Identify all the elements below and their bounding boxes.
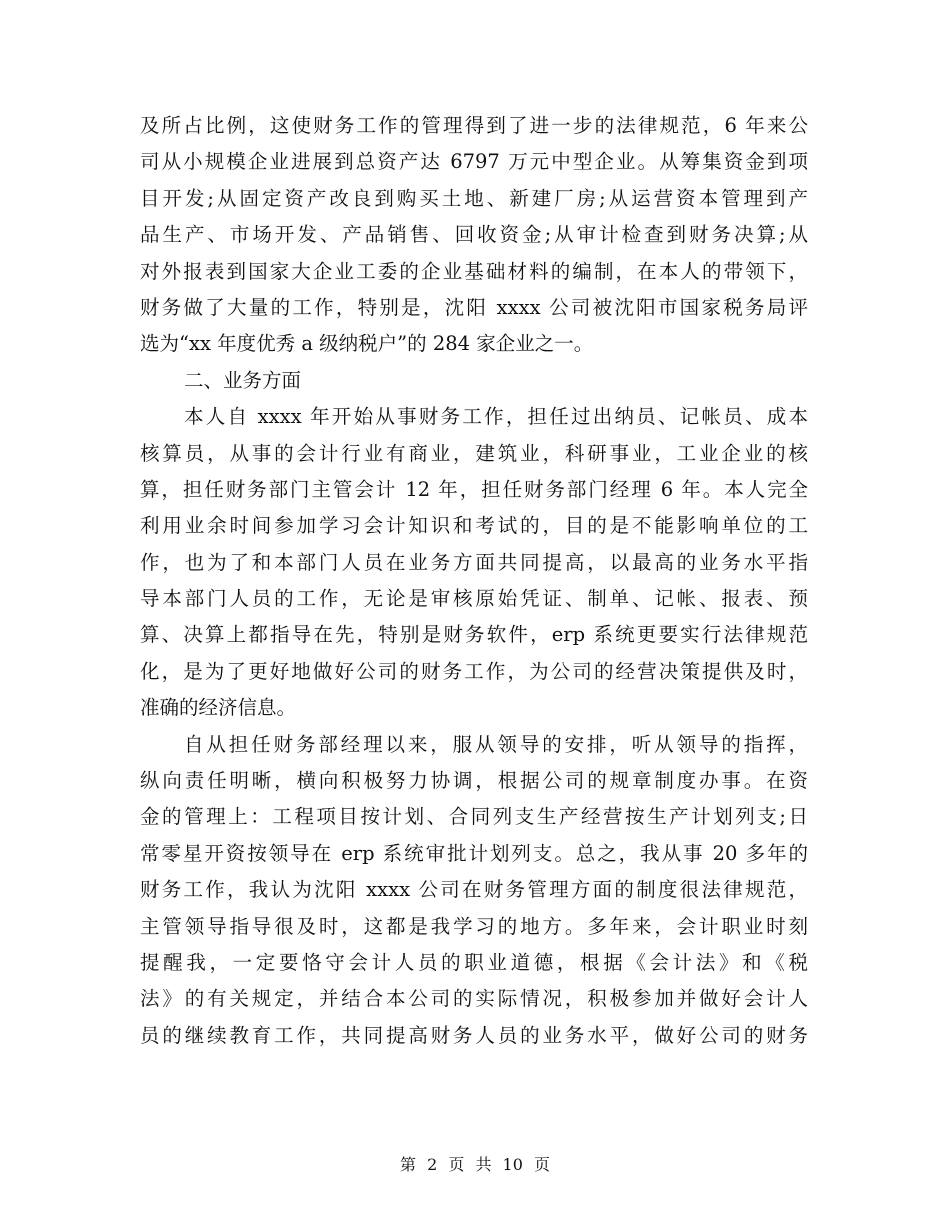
- text-line: 利用业余时间参加学习会计知识和考试的，目的是不能影响单位的工: [140, 514, 808, 538]
- text-line: 品生产、市场开发、产品销售、回收资金;从审计检查到财务决算;从: [140, 223, 808, 247]
- text-line: 目开发;从固定资产改良到购买土地、新建厂房;从运营资本管理到产: [140, 186, 808, 210]
- document-body: [140, 108, 808, 1054]
- text-line: 算，担任财务部门主管会计 12 年，担任财务部门经理 6 年。本人完全: [140, 477, 808, 501]
- text-line: 常零星开资按领导在 erp 系统审批计划列支。总之，我从事 20 多年的: [140, 841, 808, 865]
- text-line: 核算员，从事的会计行业有商业，建筑业，科研事业，工业企业的核: [140, 441, 808, 465]
- text-line: 员的继续教育工作，共同提高财务人员的业务水平，做好公司的财务: [140, 1023, 808, 1047]
- section-heading: [140, 363, 808, 399]
- text-line: 本人自 xxxx 年开始从事财务工作，担任过出纳员、记帐员、成本: [184, 405, 808, 429]
- text-line: 主管领导指导很及时，这都是我学习的地方。多年来，会计职业时刻: [140, 914, 808, 938]
- text-line: 导本部门人员的工作，无论是审核原始凭证、制单、记帐、报表、预: [140, 587, 808, 611]
- heading-text: 二、业务方面: [184, 368, 302, 392]
- text-line: 准确的经济信息。: [140, 696, 297, 720]
- text-line: 法》的有关规定，并结合本公司的实际情况，积极参加并做好会计人: [140, 987, 808, 1011]
- paragraph-1: [140, 108, 808, 363]
- text-line: 提醒我，一定要恪守会计人员的职业道德，根据《会计法》和《税: [140, 950, 808, 974]
- text-line: 司从小规模企业进展到总资产达 6797 万元中型企业。从筹集资金到项: [140, 150, 808, 174]
- text-line: 纵向责任明晰，横向积极努力协调，根据公司的规章制度办事。在资: [140, 769, 808, 793]
- text-line: 作，也为了和本部门人员在业务方面共同提高，以最高的业务水平指: [140, 550, 808, 574]
- text-line: 及所占比例，这使财务工作的管理得到了进一步的法律规范，6 年来公: [140, 114, 808, 137]
- text-line: 财务工作，我认为沈阳 xxxx 公司在财务管理方面的制度很法律规范，: [140, 878, 808, 902]
- text-line: 财务做了大量的工作，特别是，沈阳 xxxx 公司被沈阳市国家税务局评: [140, 295, 808, 319]
- text-line: 算、决算上都指导在先，特别是财务软件，erp 系统更要实行法律规范: [140, 623, 808, 647]
- paragraph-3: [140, 727, 808, 1055]
- text-line: 金的管理上：工程项目按计划、合同列支生产经营按生产计划列支;日: [140, 805, 808, 829]
- paragraph-2: [140, 399, 808, 727]
- page-footer: 第 2 页 共 10 页: [400, 1155, 550, 1174]
- text-line: 选为“xx 年度优秀 a 级纳税户”的 284 家企业之一。: [140, 332, 594, 356]
- text-line: 自从担任财务部经理以来，服从领导的安排，听从领导的指挥，: [184, 732, 808, 756]
- text-line: 化，是为了更好地做好公司的财务工作，为公司的经营决策提供及时，: [140, 659, 808, 683]
- text-line: 对外报表到国家大企业工委的企业基础材料的编制，在本人的带领下，: [140, 259, 808, 283]
